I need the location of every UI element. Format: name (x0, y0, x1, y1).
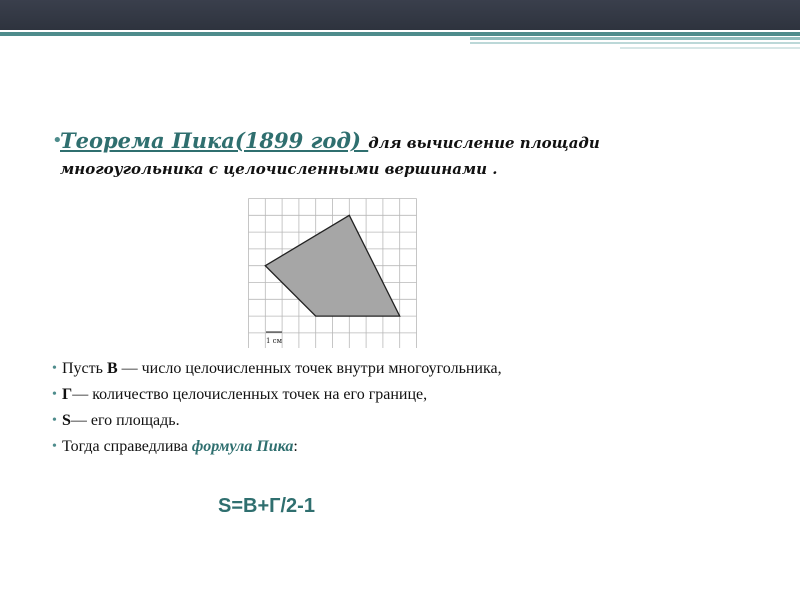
item-text: Пусть (62, 360, 107, 377)
scale-label: 1 см (266, 337, 283, 345)
variable-s: S (62, 412, 71, 429)
decorative-stripe (470, 42, 800, 44)
item-text: : (293, 438, 298, 455)
grid-polygon-figure (248, 198, 418, 348)
theorem-statement (60, 128, 760, 182)
decorative-stripe (0, 32, 800, 36)
theorem-title: Теорема Пика(1899 год) (60, 128, 369, 153)
item-text: — число целочисленных точек внутри многоугольника, (117, 360, 502, 377)
item-text: Тогда справедлива (62, 438, 192, 455)
list-item (62, 434, 762, 460)
list-item (62, 408, 762, 434)
decorative-stripe (470, 37, 800, 40)
formula-name: формула Пика (191, 438, 294, 455)
list-item (62, 356, 762, 382)
theorem-description: для вычисление площади (368, 134, 600, 152)
bullet-icon (52, 128, 63, 154)
header-bar (0, 0, 800, 30)
pick-formula: S=В+Г/2-1 (218, 495, 315, 517)
variable-b: В (106, 360, 118, 377)
decorative-stripe (620, 47, 800, 49)
item-text: — его площадь. (70, 412, 180, 429)
item-text: — количество целочисленных точек на его границе, (72, 386, 428, 403)
list-item (62, 382, 762, 408)
grid-figure (248, 198, 418, 348)
variable-g: Г (62, 386, 73, 403)
theorem-description-line2: многоугольника с целочисленными вершинами . (60, 160, 498, 178)
definitions-list (62, 356, 762, 460)
